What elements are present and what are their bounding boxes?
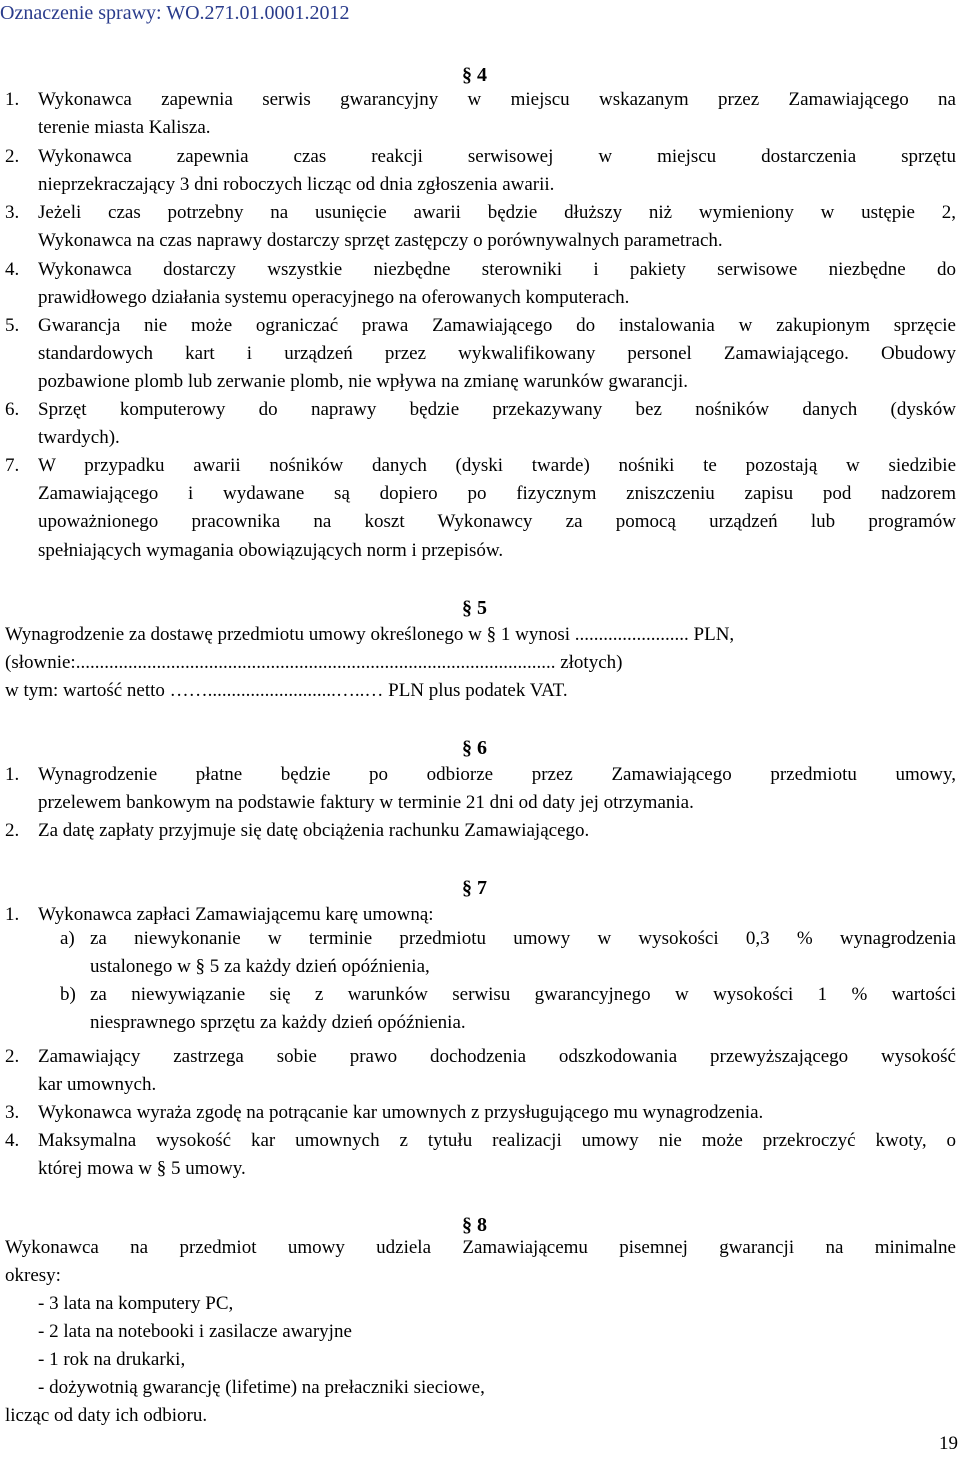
paragraph-line: terenie miasta Kalisza.: [38, 117, 211, 138]
paragraph-line: Wykonawca zapewnia czas reakcji serwisowej w miejscu dostarczenia sprzętu: [38, 146, 956, 167]
list-item: - 3 lata na komputery PC,: [38, 1293, 234, 1314]
paragraph-line: standardowych kart i urządzeń przez wykwalifikowany personel Zamawiającego. Obudowy: [38, 343, 956, 364]
item-number: 1.: [5, 904, 20, 925]
paragraph-line: Wykonawca zapłaci Zamawiającemu karę umowną:: [38, 904, 434, 925]
paragraph-line: ustalonego w § 5 za każdy dzień opóźnienia,: [90, 956, 430, 977]
paragraph-line: przelewem bankowym na podstawie faktury w terminie 21 dni od daty jej otrzymania.: [38, 792, 694, 813]
sub-item-letter: b): [60, 984, 76, 1005]
paragraph-line: pozbawione plomb lub zerwanie plomb, nie wpływa na zmianę warunków gwarancji.: [38, 371, 689, 392]
paragraph-line: za niewywiązanie się z warunków serwisu gwarancyjnego w wysokości 1 % wartości: [90, 984, 956, 1005]
item-number: 2.: [5, 1046, 20, 1067]
paragraph-line: licząc od daty ich odbioru.: [5, 1405, 208, 1426]
section-5-heading: § 5: [462, 597, 487, 619]
paragraph-line: Wykonawca na przedmiot umowy udziela Zamawiającemu pisemnej gwarancji na minimalne: [5, 1237, 956, 1258]
paragraph-line: twardych).: [38, 427, 120, 448]
item-number: 3.: [5, 202, 20, 223]
paragraph-line: Wykonawca na czas naprawy dostarczy sprzęt zastępczy o porównywalnych parametrach.: [38, 230, 723, 251]
paragraph-line: której mowa w § 5 umowy.: [38, 1158, 246, 1179]
paragraph-line: prawidłowego działania systemu operacyjnego na oferowanych komputerach.: [38, 287, 630, 308]
paragraph-line: nieprzekraczający 3 dni roboczych licząc od dnia zgłoszenia awarii.: [38, 174, 555, 195]
page-number: 19: [939, 1433, 958, 1454]
paragraph-line: okresy:: [5, 1265, 61, 1286]
paragraph-line: kar umownych.: [38, 1074, 157, 1095]
paragraph-line: Za datę zapłaty przyjmuje się datę obciążenia rachunku Zamawiającego.: [38, 820, 590, 841]
item-number: 5.: [5, 315, 20, 336]
paragraph-line: upoważnionego pracownika na koszt Wykonawcy za pomocą urządzeń lub programów: [38, 511, 956, 532]
item-number: 2.: [5, 820, 20, 841]
paragraph-line: Wykonawca wyraża zgodę na potrącanie kar umownych z przysługującego mu wynagrodzenia.: [38, 1102, 764, 1123]
item-number: 7.: [5, 455, 20, 476]
item-number: 4.: [5, 1130, 20, 1151]
item-number: 3.: [5, 1102, 20, 1123]
paragraph-line: Wynagrodzenie za dostawę przedmiotu umowy określonego w § 1 wynosi ........................ PLN,: [5, 624, 735, 645]
paragraph-line: Sprzęt komputerowy do naprawy będzie przekazywany bez nośników danych (dysków: [38, 399, 956, 420]
list-item: - 1 rok na drukarki,: [38, 1349, 186, 1370]
paragraph-line: za niewykonanie w terminie przedmiotu umowy w wysokości 0,3 % wynagrodzenia: [90, 928, 956, 949]
paragraph-line: spełniających wymagania obowiązujących norm i przepisów.: [38, 540, 504, 561]
item-number: 2.: [5, 146, 20, 167]
paragraph-line: niesprawnego sprzętu za każdy dzień opóźnienia.: [90, 1012, 466, 1033]
paragraph-line: Maksymalna wysokość kar umownych z tytułu realizacji umowy nie może przekroczyć kwoty, o: [38, 1130, 956, 1151]
item-number: 1.: [5, 764, 20, 785]
paragraph-line: w tym: wartość netto ……...........................…..… PLN plus podatek VAT.: [5, 680, 568, 701]
section-4-heading: § 4: [462, 64, 487, 86]
paragraph-line: Zamawiającego i wydawane są dopiero po fizycznym zniszczeniu zapisu pod nadzorem: [38, 483, 956, 504]
paragraph-line: Gwarancja nie może ograniczać prawa Zamawiającego do instalowania w zakupionym sprzęcie: [38, 315, 956, 336]
section-7-heading: § 7: [462, 877, 487, 899]
section-8-heading: § 8: [462, 1214, 487, 1236]
paragraph-line: Wynagrodzenie płatne będzie po odbiorze przez Zamawiającego przedmiotu umowy,: [38, 764, 956, 785]
paragraph-line: Jeżeli czas potrzebny na usunięcie awarii będzie dłuższy niż wymieniony w ustępie 2,: [38, 202, 956, 223]
case-number-header: Oznaczenie sprawy: WO.271.01.0001.2012: [0, 2, 350, 24]
item-number: 4.: [5, 259, 20, 280]
paragraph-line: (słownie:..................................................................................................... złotych): [5, 652, 623, 673]
list-item: - dożywotnią gwarancję (lifetime) na prełaczniki sieciowe,: [38, 1377, 485, 1398]
paragraph-line: W przypadku awarii nośników danych (dyski twarde) nośniki te pozostają w siedzibie: [38, 455, 956, 476]
item-number: 1.: [5, 89, 20, 110]
paragraph-line: Wykonawca dostarczy wszystkie niezbędne sterowniki i pakiety serwisowe niezbędne do: [38, 259, 956, 280]
list-item: - 2 lata na notebooki i zasilacze awaryjne: [38, 1321, 352, 1342]
item-number: 6.: [5, 399, 20, 420]
paragraph-line: Wykonawca zapewnia serwis gwarancyjny w miejscu wskazanym przez Zamawiającego na: [38, 89, 956, 110]
paragraph-line: Zamawiający zastrzega sobie prawo dochodzenia odszkodowania przewyższającego wysokość: [38, 1046, 956, 1067]
section-6-heading: § 6: [462, 737, 487, 759]
sub-item-letter: a): [60, 928, 75, 949]
